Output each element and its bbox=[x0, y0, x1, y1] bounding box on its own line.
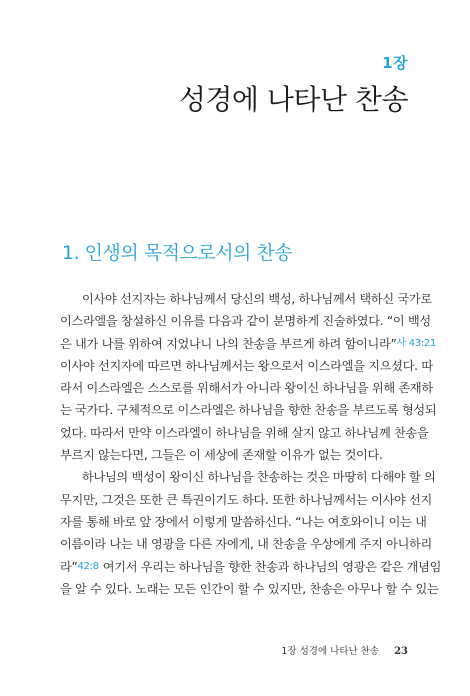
body-line: 이스라엘을 창설하신 이유를 다음과 같이 분명하게 진술하였다. “이 백성 bbox=[60, 314, 431, 329]
body-line: 는 국가다. 구체적으로 이스라엘은 하나님을 향한 찬송을 부르도록 형성되 bbox=[60, 403, 437, 418]
body-text bbox=[60, 288, 442, 600]
section-heading: 1. 인생의 목적으로서의 찬송 bbox=[62, 242, 293, 264]
body-line: 무지만, 그것은 또한 큰 특권이기도 하다. 또한 하나님께서는 이사야 선지 bbox=[60, 492, 433, 507]
page-number: 23 bbox=[394, 646, 408, 657]
body-line: 이사야 선지자는 하나님께서 당신의 백성, 하나님께서 택하신 국가로 bbox=[82, 292, 432, 306]
body-line: 이사야 선지자에 따르면 하나님께서는 왕으로서 이스라엘을 지으셨다. 따 bbox=[60, 358, 433, 373]
scripture-reference: 42:8 bbox=[77, 560, 99, 572]
body-line: 이름이라 나는 내 영광을 다른 자에게, 내 찬송을 우상에게 주지 아니하리 bbox=[60, 537, 433, 552]
running-title: 1장 성경에 나타난 찬송 bbox=[281, 646, 380, 657]
body-line bbox=[60, 333, 437, 355]
body-line-text: 은 내가 나를 위하여 지었나니 나의 찬송을 부르게 하려 함이니라” bbox=[60, 336, 397, 351]
body-line: 부르지 않는다면, 그들은 이 세상에 존재할 이유가 없는 것이다. bbox=[60, 448, 383, 463]
body-line: 자를 통해 바로 앞 장에서 이렇게 말씀하신다. “나는 여호와이니 이는 내 bbox=[60, 514, 427, 529]
body-line: 었다. 따라서 만약 이스라엘이 하나님을 위해 살지 않고 하나님께 찬송을 bbox=[60, 425, 429, 440]
body-line-text: 여기서 우리는 하나님을 향한 찬송과 하나님의 영광은 같은 개념임 bbox=[102, 559, 442, 574]
scripture-reference: 사 43:21 bbox=[396, 337, 437, 349]
body-line-text: 라” bbox=[60, 559, 78, 574]
body-line: 하나님의 백성이 왕이신 하나님을 찬송하는 것은 마땅히 다해야 할 의 bbox=[82, 470, 436, 485]
body-line bbox=[60, 556, 442, 578]
chapter-title: 성경에 나타난 찬송 bbox=[178, 83, 408, 116]
chapter-number: 1장 bbox=[382, 54, 408, 72]
body-line: 라서 이스라엘은 스스로를 위해서가 아니라 왕이신 하나님을 위해 존재하 bbox=[60, 381, 433, 396]
body-line: 을 알 수 있다. 노래는 모든 인간이 할 수 있지만, 찬송은 아무나 할 수 있는 bbox=[60, 581, 439, 596]
page-footer bbox=[281, 643, 408, 657]
